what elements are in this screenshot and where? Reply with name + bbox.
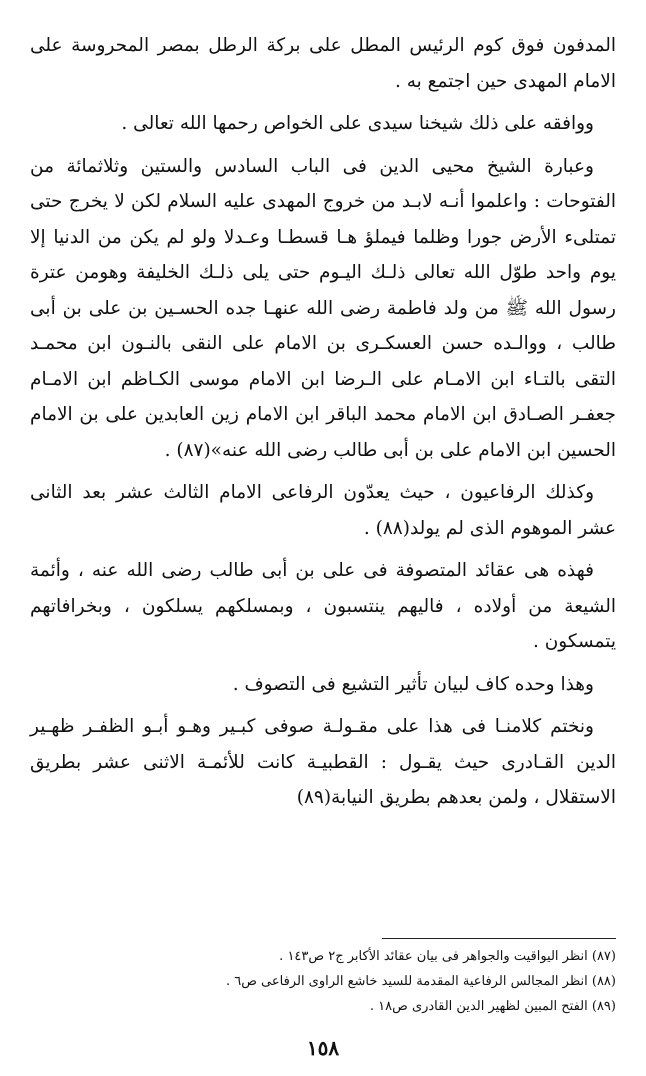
page-number: ١٥٨ [306, 1036, 340, 1060]
paragraph-5: فهذه هى عقائد المتصوفة فى على بن أبى طالب رضى الله عنه ، وأئمة الشيعة من أولاده ، فاليهم ينتسبون ، وبمسلكهم يسلكون ، وبخرافاتهم يتمسكون . [30, 560, 616, 652]
footnote-89: (٨٩) الفتح المبين لظهير الدين القادرى ص١٨ . [369, 999, 616, 1014]
footnote-87: (٨٧) انظر اليواقيت والجواهر فى بيان عقائد الأكابر ج٢ ص١٤٣ . [279, 949, 616, 964]
paragraph-6: وهذا وحده كاف لبيان تأثير التشيع فى التصوف . [232, 673, 594, 695]
paragraph-2: ووافقه على ذلك شيخنا سيدى على الخواص رحمها الله تعالى . [121, 113, 594, 134]
main-text [30, 28, 616, 816]
paragraph-7: ونختم كلامنـا فى هذا على مقـولـة صوفى كبـير وهـو أبـو الظفـر ظهـير الدين القـادرى حيث يقـول : القطبيـة كانت للأئمـة الاثنى عشر بطريق الاستقلال ، ولمن بعدهم بطريق النيابة(٨٩) [30, 716, 616, 808]
footnote-88: (٨٨) انظر المجالس الرفاعية المقدمة للسيد خاشع الراوى الرفاعى ص٦ . [225, 974, 616, 989]
footnotes [56, 944, 616, 1019]
paragraph-4: وكذلك الرفاعيون ، حيث يعدّون الرفاعى الامام الثالث عشر بعد الثانى عشر الموهوم الذى لم يولد(٨٨) . [30, 482, 616, 539]
paragraph-1: المدفون فوق كوم الرئيس المطل على بركة الرطل بمصر المحروسة على الامام المهدى حين اجتمع به . [30, 35, 616, 92]
footnote-divider [382, 938, 616, 939]
paragraph-3: وعبارة الشيخ محيى الدين فى الباب السادس والستين وثلاثمائة من الفتوحات : واعلموا أنـه لابـد من خروج المهدى عليه السلام لكن لا يخرج حتى تمتلىء الأرض جورا وظلما فيملؤ هـا قسطـا وعـدلا ولو لم يكن من الدنيا إلا يوم واحد طوّل الله تعالى ذلـك اليـوم حتى يلى ذلـك الخليفة وهومن عترة رسول الله ﷺ من ولد فاطمة رضى الله عنهـا جده الحسـين بن على بن أبى طالب ، ووالـده حسن العسكـرى بن الامام على النقى بالنـون ابن محمـد التقى بالتـاء ابن الامـام على الـرضا ابن الامام موسى الكـاظم ابن الامـام جعفـر الصـادق ابن الامام محمد الباقر ابن الامام زين العابدين على بن الامام الحسين ابن الامام على بن أبى طالب رضى الله عنه»(٨٧) . [30, 155, 616, 461]
